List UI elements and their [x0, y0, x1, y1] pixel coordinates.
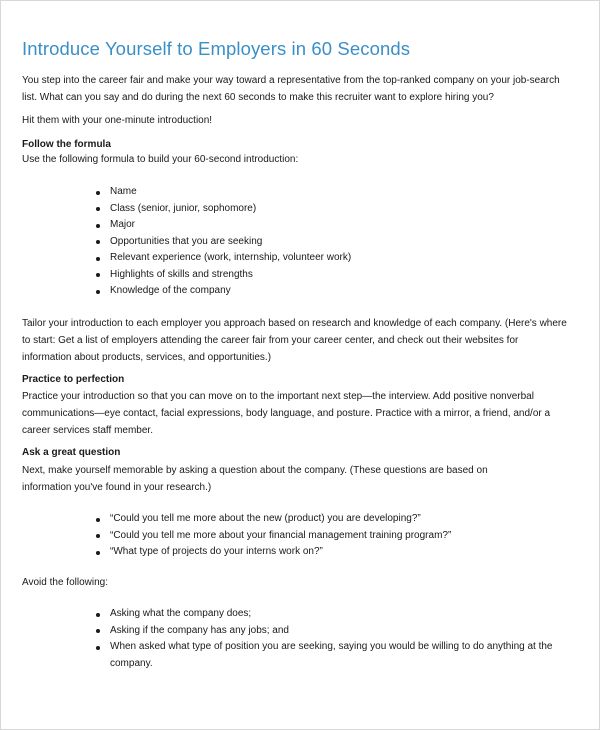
avoid-text: Avoid the following:	[22, 577, 108, 588]
list-item: Opportunities that you are seeking	[96, 234, 351, 251]
list-item: Highlights of skills and strengths	[96, 267, 351, 284]
formula-heading: Follow the formula	[22, 139, 111, 150]
practice-text: Practice your introduction so that you can move on to the important next step—the interview. Add positive nonverbal communications—eye contact, facial expressions, body language, and posture. Practice with a mirror, a friend, and/or a career services staff member.	[22, 391, 551, 436]
formula-list	[96, 184, 351, 300]
ask-heading: Ask a great question	[22, 447, 121, 458]
list-item: Asking if the company has any jobs; and	[96, 623, 576, 640]
intro-paragraph: You step into the career fair and make your way toward a representative from the top-ranked company on your job-search list. What can you say and do during the next 60 seconds to make this recruiter want to explore hiring you?	[22, 75, 560, 103]
list-item: Major	[96, 217, 351, 234]
list-item: Name	[96, 184, 351, 201]
list-item: “What type of projects do your interns work on?”	[96, 544, 451, 561]
tailor-paragraph: Tailor your introduction to each employer you approach based on research and knowledge of each company. (Here's where to start: Get a list of employers attending the career fair from your career center, and check out their websites for information about products, services, and opportunities.)	[22, 318, 567, 363]
list-item: Asking what the company does;	[96, 606, 576, 623]
list-item: Knowledge of the company	[96, 283, 351, 300]
formula-text: Use the following formula to build your 60-second introduction:	[22, 154, 299, 165]
list-item: Class (senior, junior, sophomore)	[96, 201, 351, 218]
page-title: Introduce Yourself to Employers in 60 Seconds	[22, 38, 411, 59]
ask-text: Next, make yourself memorable by asking a question about the company. (These questions are based on information you've found in your research.)	[22, 465, 488, 493]
list-item: “Could you tell me more about your financial management training program?”	[96, 528, 451, 545]
hit-them-line: Hit them with your one-minute introduction!	[22, 115, 213, 126]
list-item: “Could you tell me more about the new (product) you are developing?”	[96, 511, 451, 528]
questions-list	[96, 511, 451, 561]
avoid-list	[96, 606, 576, 672]
list-item: When asked what type of position you are seeking, saying you would be willing to do anything at the company.	[96, 639, 576, 672]
list-item: Relevant experience (work, internship, volunteer work)	[96, 250, 351, 267]
practice-heading: Practice to perfection	[22, 374, 125, 385]
